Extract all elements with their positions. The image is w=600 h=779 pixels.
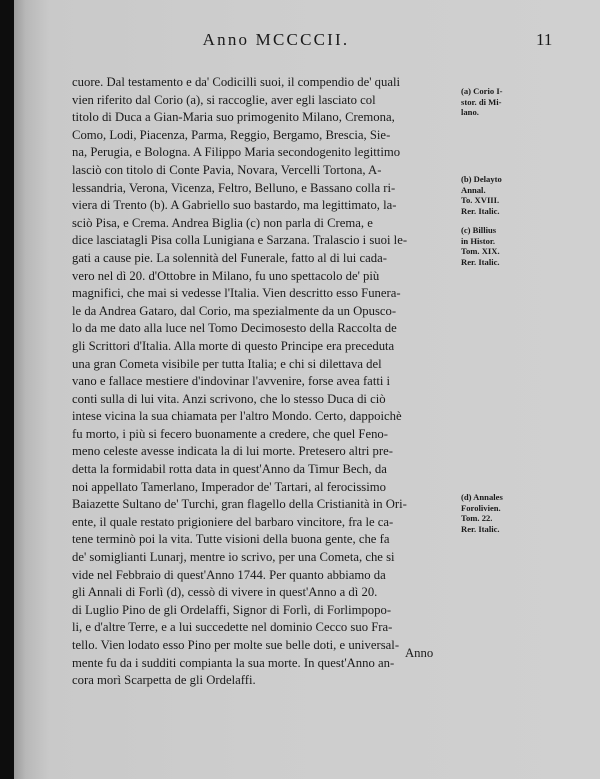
catchword: Anno [405, 646, 434, 660]
text-line: conti sulla di lui vita. Anzi scrivono, che lo stesso Duca di ciò [72, 391, 386, 406]
text-line: tello. Vien lodato esso Pino per molte sue belle doti, e universal- [72, 638, 400, 652]
text-line: vano e fallace mestiere d'indovinar l'avvenire, forse avea fatti i [72, 374, 391, 389]
text-line: vide nel Febbraio di quest'Anno 1744. Per quanto abbiamo da [72, 567, 386, 582]
text-line: detta la formidabil rotta data in quest'Anno da Timur Bech, da [72, 462, 387, 477]
text-line: li, e d'altre Terre, e a lui succedette nel dominio Cecco suo Fra- [72, 620, 393, 635]
text-line: na, Perugia, e Bologna. A Filippo Maria secondogenito legittimo [72, 145, 401, 160]
page-number: 11 [536, 30, 553, 49]
text-line: sciò Pisa, e Crema. Andrea Biglia (c) non parla di Crema, e [72, 215, 373, 230]
text-line: mente fu da i sudditi compianta la sua morte. In quest'Anno an- [72, 655, 395, 670]
text-line: Como, Lodi, Piacenza, Parma, Reggio, Bergamo, Brescia, Sie- [72, 127, 391, 142]
text-line: gli Annali di Forlì (d), cessò di vivere in quest'Anno a dì 20. [72, 585, 378, 600]
text-line: noi appellato Tamerlano, Imperador de' Tartari, al ferocissimo [72, 479, 386, 494]
margin-note-d: (d) Annales Forolivien. Tom. 22. Rer. Italic. [461, 492, 503, 534]
text-line: cora morì Scarpetta de gli Ordelaffi. [72, 673, 256, 688]
margin-note-b: (b) Delayto Annal. To. XVIII. Rer. Italic. [461, 174, 502, 216]
text-line: meno celeste avesse indicata la di lui morte. Pretesero altri pre- [72, 444, 393, 459]
text-line: vien riferito dal Corio (a), si raccoglie, aver egli lasciato col [72, 92, 376, 107]
running-title: Anno MCCCCII. [202, 30, 350, 49]
book-page [14, 0, 600, 779]
text-line: lessandria, Verona, Vicenza, Feltro, Belluno, e Bassano colla ri- [72, 180, 396, 195]
text-line: titolo di Duca a Gian-Maria suo primogenito Milano, Cremona, [72, 110, 395, 125]
text-line: di Luglio Pino de gli Ordelaffi, Signor di Forlì, di Forlimpopo- [72, 602, 392, 617]
text-line: dice lasciatagli Pisa colla Lunigiana e Sarzana. Tralascio i suoi le- [72, 233, 408, 248]
text-line: fu morto, i più si fecero buonamente a credere, che quel Feno- [72, 426, 389, 441]
margin-note-a: (a) Corio I- stor. di Mi- lano. [461, 86, 503, 117]
text-line: lasciò con titolo di Conte Pavia, Novara, Vercelli Tortona, A- [72, 162, 382, 177]
text-line: vero nel dì 20. d'Ottobre in Milano, fu uno spettacolo de' più [72, 268, 380, 283]
text-line: gli Scrittori d'Italia. Alla morte di questo Principe era preceduta [72, 338, 395, 353]
text-line: Baiazette Sultano de' Turchi, gran flagello della Cristianità in Ori- [72, 497, 407, 512]
text-line: viera di Trento (b). A Gabriello suo bastardo, ma legittimato, la- [72, 198, 397, 213]
text-line: magnifici, che mai si vedesse l'Italia. Vien descritto esso Funera- [72, 286, 401, 301]
margin-note-c: (c) Billius in Histor. Tom. XIX. Rer. Italic. [461, 225, 500, 267]
text-line: de' somiglianti Lunarj, mentre io scrivo, per una Cometa, che si [72, 550, 395, 565]
text-line: una gran Cometa visibile per tutta Italia; e chi si dilettava del [72, 356, 382, 371]
text-line: ente, il quale restato prigioniere del barbaro vincitore, fra le ca- [72, 514, 394, 529]
text-line: gati a cause pie. La solennità del Funerale, fatto al di lui cada- [72, 250, 387, 265]
main-text [72, 74, 456, 690]
text-line: lo da me dato alla luce nel Tomo Decimosesto della Raccolta de [72, 321, 397, 336]
text-line: tene terminò poi la vita. Tutte visioni della buona gente, che fa [72, 532, 390, 547]
text-line: le da Andrea Gataro, dal Corio, ma spezialmente da un Opusco- [72, 303, 397, 318]
text-line: intese vicina la sua chiamata per l'altro Mondo. Certo, dappoichè [72, 409, 402, 424]
text-line: cuore. Dal testamento e da' Codicilli suoi, il compendio de' quali [72, 75, 401, 89]
